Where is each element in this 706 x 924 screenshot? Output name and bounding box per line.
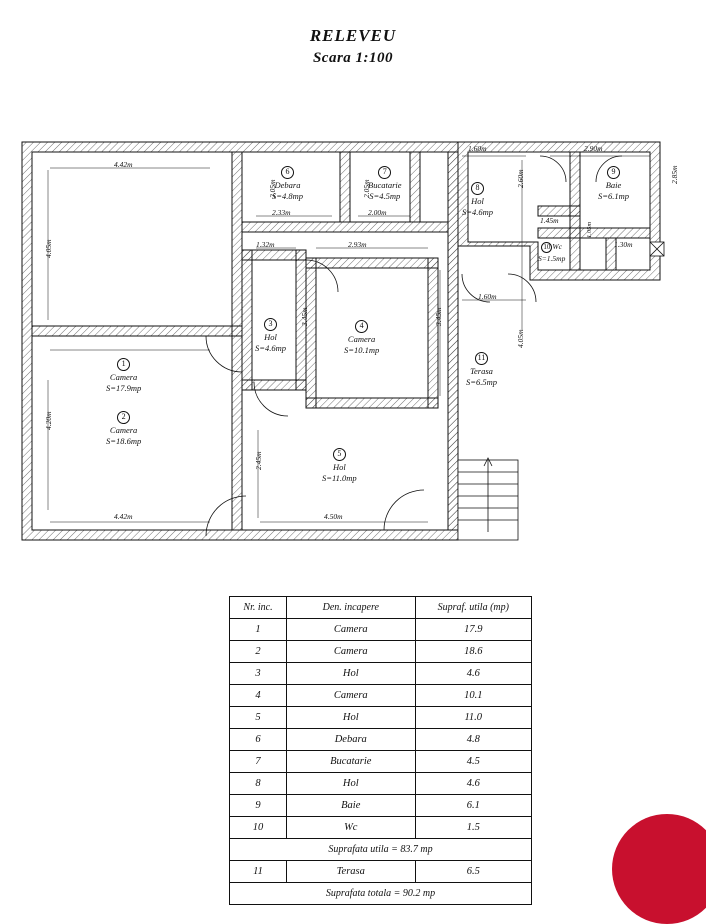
room-schedule xyxy=(229,596,532,905)
cell-number: 6 xyxy=(230,729,287,751)
column-header-area: Supraf. utila (mp) xyxy=(415,597,531,619)
table-subtotal-row xyxy=(230,839,532,861)
table-row xyxy=(230,861,532,883)
room-area: S=4.5mp xyxy=(369,190,401,201)
room-number: 1 xyxy=(117,358,130,371)
room-name: Bucatarie xyxy=(368,180,402,190)
room-area: S=6.5mp xyxy=(466,376,497,387)
room-label-2 xyxy=(106,411,141,446)
cell-number: 3 xyxy=(230,663,287,685)
dimension-text: 2.45m xyxy=(254,451,263,470)
room-number: 6 xyxy=(281,166,294,179)
drawing-title xyxy=(0,26,706,67)
cell-name: Hol xyxy=(287,773,415,795)
table-row xyxy=(230,663,532,685)
dimension-text: 2.93m xyxy=(348,240,367,249)
dimension-text: 2.85m xyxy=(670,165,679,184)
dimension-text: 2.05m xyxy=(362,179,371,198)
dimension-text: 3.45m xyxy=(300,307,309,326)
cell-name: Hol xyxy=(287,663,415,685)
room-area: S=4.6mp xyxy=(255,342,286,353)
cell-number: 2 xyxy=(230,641,287,663)
table-row xyxy=(230,795,532,817)
cell-name: Camera xyxy=(287,619,415,641)
cell-name: Camera xyxy=(287,641,415,663)
room-label-10 xyxy=(538,242,565,263)
decorative-circle xyxy=(612,814,706,924)
room-name: Baie xyxy=(605,180,622,190)
dimension-text: 4.05m xyxy=(44,239,53,258)
room-name: Hol xyxy=(264,332,277,342)
room-label-1 xyxy=(106,358,141,393)
cell-number: 4 xyxy=(230,685,287,707)
room-label-3 xyxy=(255,318,286,353)
cell-area: 6.1 xyxy=(415,795,531,817)
room-name: Camera xyxy=(347,334,376,344)
room-number: 11 xyxy=(475,352,488,365)
room-name: Hol xyxy=(471,196,484,206)
room-label-7 xyxy=(368,166,402,201)
room-name: Hol xyxy=(332,462,346,472)
cell-name: Baie xyxy=(287,795,415,817)
cell-name: Debara xyxy=(287,729,415,751)
dimension-text: 2.60m xyxy=(516,169,525,188)
cell-number: 10 xyxy=(230,817,287,839)
floor-plan xyxy=(10,130,700,570)
table-row xyxy=(230,817,532,839)
dimension-text: 1.30m xyxy=(614,240,633,249)
room-name: Camera xyxy=(109,425,138,435)
room-label-5 xyxy=(322,448,357,483)
cell-name: Bucatarie xyxy=(287,751,415,773)
table-row xyxy=(230,641,532,663)
room-number: 5 xyxy=(333,448,346,461)
table-row xyxy=(230,619,532,641)
room-number: 7 xyxy=(378,166,391,179)
room-area: S=11.0mp xyxy=(322,472,357,483)
dimension-text: 2.00m xyxy=(368,208,387,217)
total-area: Suprafata totala = 90.2 mp xyxy=(230,883,532,905)
dimension-text: 1.05m xyxy=(586,221,593,238)
cell-name: Hol xyxy=(287,707,415,729)
room-number: 9 xyxy=(607,166,620,179)
room-name: Debara xyxy=(274,180,301,190)
room-name: Terasa xyxy=(470,366,493,376)
dimension-text: 4.05m xyxy=(516,329,525,348)
room-label-4 xyxy=(344,320,379,355)
cell-name: Wc xyxy=(287,817,415,839)
room-number: 3 xyxy=(264,318,277,331)
table-row xyxy=(230,729,532,751)
room-number: 4 xyxy=(355,320,368,333)
table-header-row xyxy=(230,597,532,619)
dimension-text: 1.32m xyxy=(256,240,275,249)
dimension-text: 4.20m xyxy=(44,411,53,430)
room-number: 10 xyxy=(543,243,551,251)
room-label-8 xyxy=(462,182,493,217)
room-area: S=4.6mp xyxy=(462,206,493,217)
cell-area: 4.6 xyxy=(415,663,531,685)
cell-number: 5 xyxy=(230,707,287,729)
room-number: 2 xyxy=(117,411,130,424)
room-number: 8 xyxy=(471,182,484,195)
cell-area: 6.5 xyxy=(415,861,531,883)
useful-area-total: Suprafata utila = 83.7 mp xyxy=(230,839,532,861)
table-row xyxy=(230,685,532,707)
column-header-name: Den. incapere xyxy=(287,597,415,619)
cell-area: 4.8 xyxy=(415,729,531,751)
cell-area: 11.0 xyxy=(415,707,531,729)
cell-number: 11 xyxy=(230,861,287,883)
cell-number: 9 xyxy=(230,795,287,817)
room-schedule-table xyxy=(229,596,532,905)
room-area: S=17.9mp xyxy=(106,382,142,393)
dimension-text: 1.45m xyxy=(540,216,559,225)
cell-area: 1.5 xyxy=(415,817,531,839)
cell-number: 8 xyxy=(230,773,287,795)
table-total-row xyxy=(230,883,532,905)
title-scale: Scara 1:100 xyxy=(312,50,394,66)
dimension-text: 4.42m xyxy=(114,512,133,521)
room-area: S=6.1mp xyxy=(598,190,629,201)
dimension-text: 1.60m xyxy=(478,292,497,301)
room-area: S=18.6mp xyxy=(106,435,142,446)
dimension-text: 3.45m xyxy=(434,307,443,326)
dimension-text: 1.60m xyxy=(468,144,487,153)
dimension-text: 4.50m xyxy=(324,512,343,521)
cell-name: Terasa xyxy=(287,861,415,883)
dimension-text: 2.90m xyxy=(584,144,603,153)
cell-area: 17.9 xyxy=(415,619,531,641)
room-area: S=4.8mp xyxy=(272,190,303,201)
room-name: Wc xyxy=(552,242,562,251)
room-label-9 xyxy=(598,166,629,201)
column-header-number: Nr. inc. xyxy=(230,597,287,619)
dimension-text: 4.42m xyxy=(114,160,133,169)
table-row xyxy=(230,773,532,795)
cell-name: Camera xyxy=(287,685,415,707)
room-area: S=10.1mp xyxy=(344,344,380,355)
room-name: Camera xyxy=(109,372,138,382)
cell-area: 4.6 xyxy=(415,773,531,795)
table-row xyxy=(230,707,532,729)
room-area: S=1.5mp xyxy=(538,254,566,263)
dimension-text: 2.33m xyxy=(272,208,291,217)
cell-area: 18.6 xyxy=(415,641,531,663)
table-row xyxy=(230,751,532,773)
dimension-text: 2.05m xyxy=(268,179,277,198)
title-main: RELEVEU xyxy=(309,26,397,45)
room-label-11 xyxy=(466,352,497,387)
cell-number: 7 xyxy=(230,751,287,773)
cell-number: 1 xyxy=(230,619,287,641)
cell-area: 4.5 xyxy=(415,751,531,773)
cell-area: 10.1 xyxy=(415,685,531,707)
